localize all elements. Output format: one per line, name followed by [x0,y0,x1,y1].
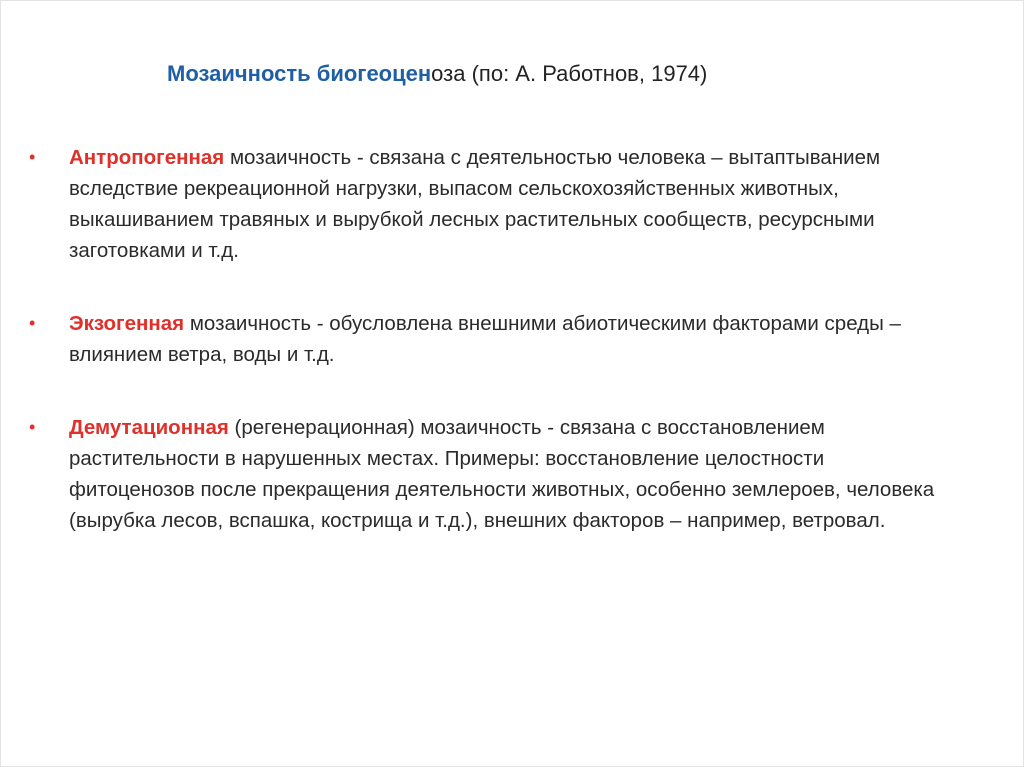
bullet-keyword: Демутационная [69,416,229,439]
slide-title [167,59,707,89]
bullet-keyword: Антропогенная [69,146,225,169]
bullet-marker: • [29,313,36,333]
slide-title-rest: оза (по: А. Работнов, 1974) [431,61,708,86]
bullet-body: (регенерационная) мозаичность - связана с восстановлением растительности в нарушенных местах. Примеры: восстановление целостности фитоценозов после прекращения деятельности животных, особенно землероев, человека (вырубка лесов, вспашка, кострища и т.д.), внешних факторов – например, ветровал. [69,416,935,532]
bullet-marker: • [29,417,36,437]
bullet-keyword: Экзогенная [69,312,185,335]
bullet-text [69,308,949,370]
bullet-text [69,412,949,536]
bullet-marker: • [29,147,36,167]
bullet-body: мозаичность - обусловлена внешними абиотическими факторами среды – влиянием ветра, воды и т.д. [69,312,901,366]
bullet-body: мозаичность - связана с деятельностью человека – вытаптыванием вследствие рекреационной нагрузки, выпасом сельскохозяйственных животных, выкашиванием травяных и вырубкой лесных растительных сообществ, ресурсными заготовками и т.д. [69,146,881,262]
bullet-text [69,142,949,266]
slide-title-accent: Мозаичность биогеоцен [167,61,432,86]
